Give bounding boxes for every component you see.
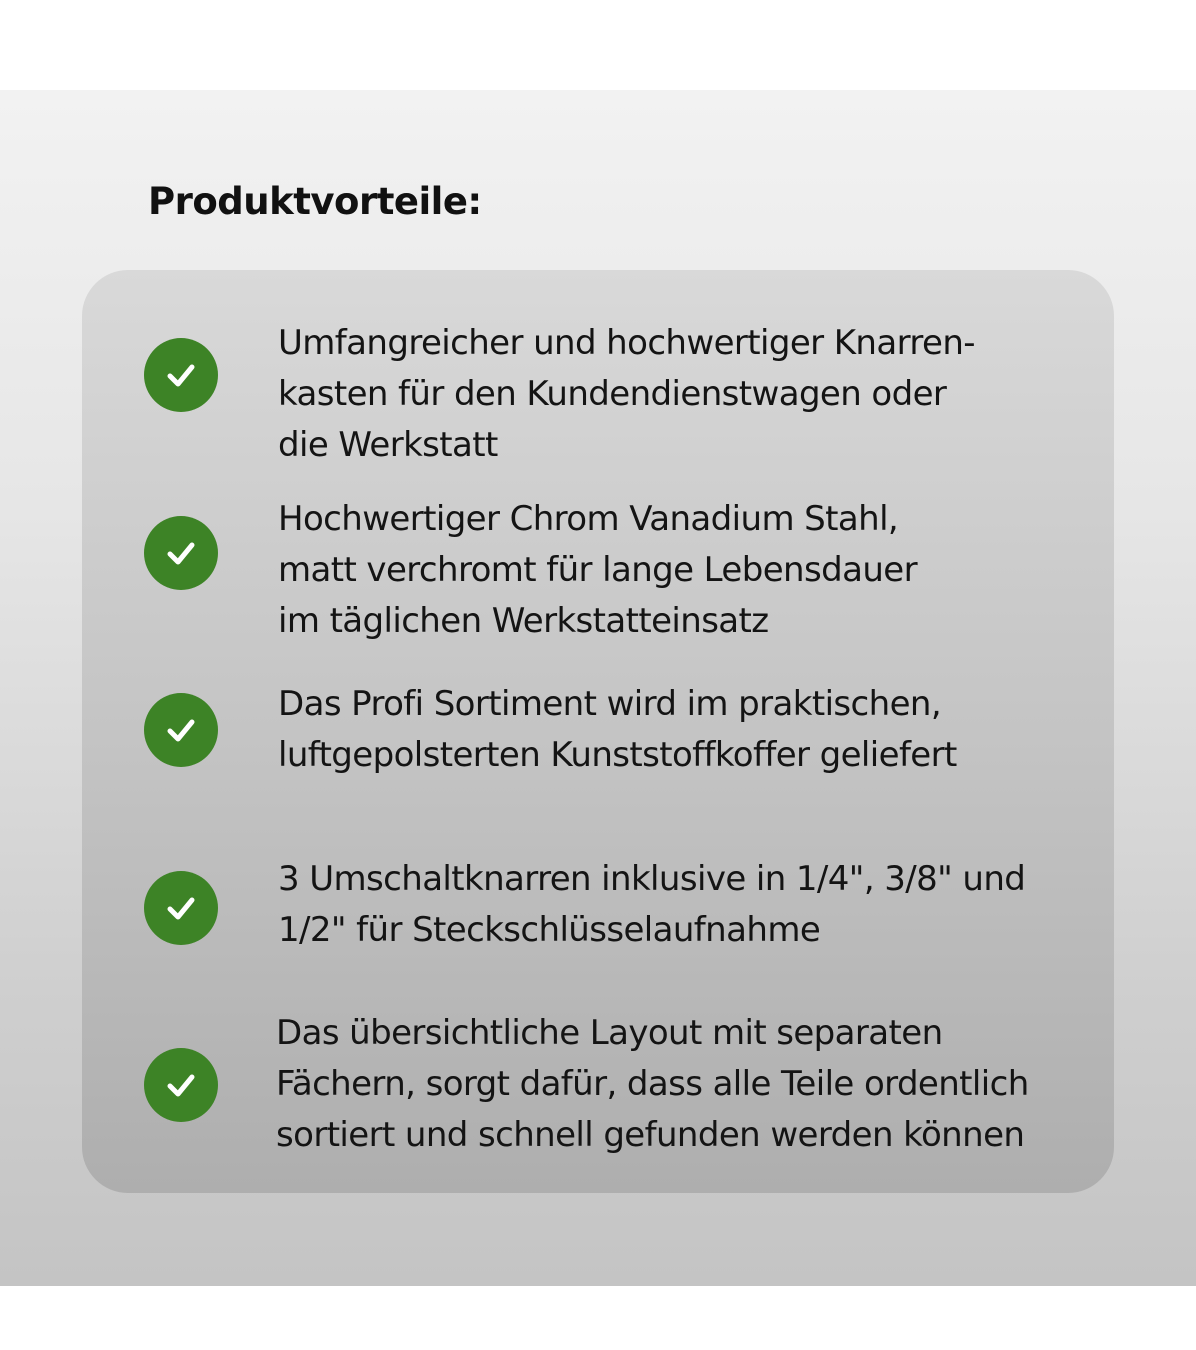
benefits-panel <box>0 90 1196 1286</box>
benefit-text: Das übersichtliche Layout mit separaten Fächern, sorgt dafür, dass alle Teile ordentlich sortiert und schnell gefunden werden können <box>276 1013 1029 1155</box>
page-title: Produktvorteile: <box>148 180 482 223</box>
benefits-card <box>82 270 1114 1193</box>
benefit-text: 3 Umschaltknarren inklusive in 1/4", 3/8" und 1/2" für Steckschlüsselaufnahme <box>278 859 1026 950</box>
check-circle-icon <box>144 516 218 590</box>
check-circle-icon <box>144 871 218 945</box>
check-circle-icon <box>144 338 218 412</box>
check-circle-icon <box>144 693 218 767</box>
check-circle-icon <box>144 1048 218 1122</box>
benefit-text: Umfangreicher und hochwertiger Knarren- kasten für den Kundendienstwagen oder die Werkstatt <box>278 323 975 465</box>
benefit-text: Das Profi Sortiment wird im praktischen, luftgepolsterten Kunststoffkoffer geliefert <box>278 684 957 775</box>
benefit-text: Hochwertiger Chrom Vanadium Stahl, matt verchromt für lange Lebensdauer im täglichen Werkstatteinsatz <box>278 499 917 641</box>
